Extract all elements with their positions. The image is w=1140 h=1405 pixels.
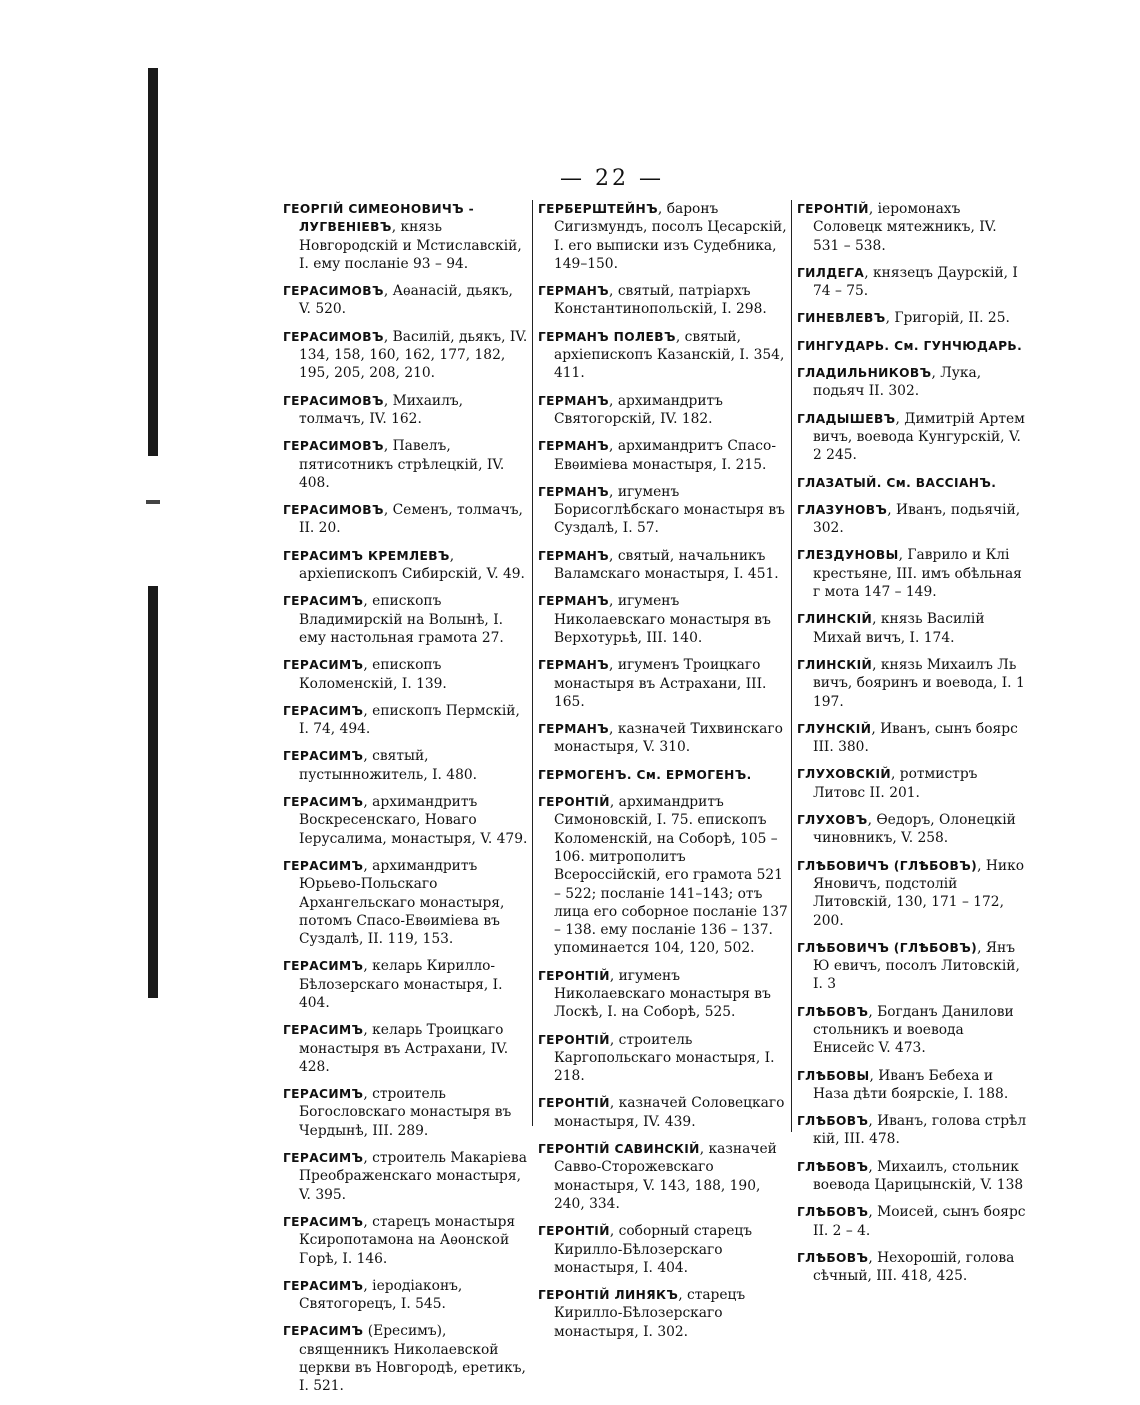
entry-headword: ГЛИНСКІЙ [797,612,873,627]
entry-headword: ГЕРАСИМОВЪ [283,393,384,408]
entry-details: , князь Василій Михай вичъ, I. 174. [813,611,985,646]
index-entry [538,328,788,383]
entry-headword: ГЕРАСИМЪ [283,1214,364,1229]
entry-details: , святый, начальникъ Валамскаго монастыря, I. 451. [554,547,779,583]
entry-details: , Богданъ Данилови стольникъ и воевода Енисейс V. 473. [813,1003,1014,1057]
index-entry [283,702,529,739]
entry-headword: ГЕРМАНЪ [538,594,610,609]
entry-details: , игуменъ Борисоглѣбскаго монастыря въ Суздалѣ, I. 57. [554,483,785,537]
entry-details: , келарь Кирилло-Бѣлозерскаго монастыря, I. 404. [299,958,503,1011]
index-entry [797,1003,1027,1058]
index-entry [797,720,1027,757]
entry-details: , Иванъ, подьячій, 302. [813,501,1021,537]
entry-details: , старецъ монастыря Ксиропотамона на Аѳонской Горѣ, I. 146. [299,1213,516,1267]
index-entry [283,957,529,1012]
entry-headword: ГЛИНСКІЙ [797,657,873,672]
entry-details: , Нехорошій, голова сѣчный, III. 418, 425. [813,1249,1015,1285]
entry-headword: ГЕРАСИМЪ [283,1324,364,1339]
entry-headword: ГЛАДИЛЬНИКОВЪ [797,366,932,381]
index-entry [797,410,1027,465]
entry-headword: ГЕРМАНЪ [538,484,610,499]
column-divider [532,200,533,1126]
entry-headword: ГЕРАСИМЪ [283,658,364,673]
entry-headword: ГЕРОНТІЙ ЛИНЯКЪ [538,1288,679,1303]
entry-details: , князецъ Даурскій, I 74 – 75. [813,264,1018,300]
entry-headword: ГЛѢБОВИЧЪ (ГЛѢБОВЪ) [797,940,978,955]
index-entry [283,282,529,319]
entry-headword: ГЕРАСИМЪ [283,749,364,764]
entry-details: , епископъ Коломенскій, I. 139. [299,657,447,692]
entry-details: , Иванъ Бебеха и Наза дѣти боярскіе, I. 188. [813,1067,1009,1102]
entry-headword: ГЕРМАНЪ [538,658,610,673]
index-entry [797,337,1027,355]
entry-details: , строитель Макаріева Преображенскаго монастыря, V. 395. [299,1150,527,1203]
entry-details: , игуменъ Троицкаго монастыря въ Астрахани, III. 165. [554,657,767,710]
index-entry [538,1286,788,1341]
entry-details: , Михаилъ, толмачъ, IV. 162. [299,392,464,427]
entry-details: , іеромонахъ Соловецк мятежникъ, IV. 531 – 538. [813,201,997,254]
entry-details: , Лука, подьяч II. 302. [813,365,982,400]
entry-details: , келарь Троицкаго монастыря въ Астрахани, IV. 428. [299,1022,509,1075]
entry-details: , казначей Соловецкаго монастыря, IV. 439. [554,1095,785,1130]
index-entry [283,793,529,848]
index-entry [283,1149,529,1204]
index-entry [538,547,788,584]
entry-details: , казначей Савво-Сторожевскаго монастыря, V. 143, 188, 190, 240, 334. [554,1141,777,1212]
entry-headword: ГЕРМАНЪ ПОЛЕВЪ [538,329,676,344]
entry-headword: ГЕРОНТІЙ [538,1224,610,1239]
entry-details: , Иванъ, голова стрѣл кій, III. 478. [813,1113,1027,1148]
entry-details: , Иванъ, сынъ боярс III. 380. [813,720,1018,756]
entry-headword: ГЕРОНТІЙ [797,202,869,216]
entry-details: , епископъ Пермскій, I. 74, 494. [299,702,520,738]
entry-headword: ГЕРМАНЪ [538,722,610,737]
entry-headword: ГЕРАСИМЪ [283,1278,364,1293]
index-entry [797,309,1027,327]
index-entry [283,1021,529,1076]
index-entry [797,501,1027,538]
entry-details: (Ересимъ), священникъ Николаевской церкви въ Новгородѣ, еретикъ, I. 521. [299,1323,526,1395]
entry-headword: ГЕРАСИМОВЪ [283,329,384,344]
entry-details: , казначей Тихвинскаго монастыря, V. 310. [554,721,783,756]
index-entry [283,592,529,647]
index-entry [283,392,529,429]
index-entry [283,547,529,584]
entry-headword: ГЕРОНТІЙ [538,1032,610,1047]
index-entry [538,1140,788,1213]
scan-margin-mark [146,500,160,504]
entry-details: , строитель Каргопольскаго монастыря, I. 218. [554,1031,775,1085]
entry-headword: ГЛАЗУНОВЪ [797,502,888,517]
entry-details: , іеродіаконъ, Святогорецъ, I. 545. [299,1277,463,1313]
index-entry [797,364,1027,401]
entry-details: , старецъ Кирилло-Бѣлозерскаго монастыря, I. 302. [554,1287,746,1340]
index-entry [797,200,1027,255]
index-entry [283,857,529,948]
entry-headword: ГЛѢБОВЪ [797,1159,869,1174]
index-entry [283,1277,529,1314]
entry-details: , Нико Яновичъ, подстолій Литовскій, 130, 171 – 172, 200. [813,857,1025,929]
entry-details: , архимандритъ Воскресенскаго, Новаго Іерусалима, монастыря, V. 479. [299,794,528,847]
entry-headword: ГЛѢБОВЪ [797,1114,869,1129]
index-column-2 [538,200,788,1350]
entry-details: , игуменъ Николаевскаго монастыря въ Верхотурьѣ, III. 140. [554,593,771,646]
index-entry [283,501,529,538]
entry-headword: ГИЛДЕГА [797,265,865,280]
index-entry [797,546,1027,601]
scan-margin-bar-bottom [148,586,158,998]
entry-details: , архимандритъ Святогорскій, IV. 182. [554,392,723,427]
index-entry [538,1031,788,1086]
entry-headword: ГЕРМАНЪ [538,284,610,299]
column-divider [791,200,792,1132]
entry-headword: ГЕРОНТІЙ САВИНСКІЙ [538,1142,700,1157]
entry-details: , Павелъ, пятисотникъ стрѣлецкій, IV. 408. [299,438,505,491]
entry-headword: ГЛѢБОВЪ [797,1250,869,1265]
entry-details: , князь Новгородскій и Мстиславскій, I. ему посланіе 93 – 94. [299,219,522,272]
index-entry [538,967,788,1022]
entry-headword: ГЕРМОГЕНЪ. См. ЕРМОГЕНЪ. [538,767,752,782]
entry-headword: ГЛАЗАТЫЙ. См. ВАССІАНЪ. [797,475,997,490]
entry-headword: ГЕРАСИМЪ [283,1151,364,1166]
entry-headword: ГИНЕВЛЕВЪ [797,311,886,326]
entry-headword: ГЛУХОВЪ [797,813,868,828]
index-entry [797,857,1027,930]
entry-details: , Григорій, II. 25. [885,310,1010,327]
entry-details: , Янъ Ю евичъ, посолъ Литовскій, I. 3 [813,939,1020,993]
entry-headword: ГЛѢБОВЪ [797,1205,869,1220]
entry-details: , Василій, дьякъ, IV. 134, 158, 160, 162, 177, 182, 195, 205, 208, 210. [299,328,528,382]
entry-headword: ГЕРАСИМЪ [283,703,364,718]
index-entry [283,1085,529,1140]
entry-headword: ГЕРАСИМЪ [283,959,364,974]
index-entry [538,392,788,429]
index-entry [797,1249,1027,1286]
index-entry [797,1203,1027,1240]
index-entry [538,483,788,538]
index-entry [538,1222,788,1277]
entry-headword: ГЕРАСИМЪ [283,1023,364,1038]
entry-details: , Гаврило и Клі крестьяне, III. имъ обѣльная г мота 147 – 149. [813,547,1022,601]
index-column-3 [797,200,1027,1295]
entry-details: , Аѳанасій, дьякъ, V. 520. [299,283,513,318]
entry-headword: ГЕРАСИМЪ [283,858,364,873]
entry-headword: ГЕРМАНЪ [538,393,610,408]
index-entry [797,1158,1027,1195]
index-entry [538,720,788,757]
index-entry [283,747,529,784]
entry-details: , баронъ Сигизмундъ, посолъ Цесарскій, I. его выписки изъ Судебника, 149–150. [554,201,787,272]
entry-headword: ГЛУНСКІЙ [797,721,872,736]
entry-headword: ГИНГУДАРЬ. См. ГУНЧЮДАРЬ. [797,338,1023,353]
index-entry [283,1322,529,1395]
index-entry [283,328,529,383]
entry-headword: ГЕРАСИМЪ [283,1087,364,1102]
index-entry [538,200,788,273]
page-number: — 22 — [560,166,664,191]
entry-headword: ГЕРАСИМЪ [283,795,364,810]
index-entry [538,592,788,647]
entry-details: , архимандритъ Спасо-Евѳиміева монастыря, I. 215. [554,438,776,473]
entry-details: , игуменъ Николаевскаго монастыря въ Лоскѣ, I. на Соборѣ, 525. [554,967,771,1021]
entry-headword: ГЕРБЕРШТЕЙНЪ [538,202,658,216]
entry-details: , архимандритъ Симоновскій, I. 75. епископъ Коломенскій, на Соборѣ, 105 – 106. митрополитъ Всероссійскій, его грамота 521 – 522; посланіе 141–143; отъ лица его соборное посланіе 137 – 138. ему посланіе 136 – 137. упоминается 104, 120, 502. [554,794,788,957]
entry-headword: ГЕРМАНЪ [538,548,610,563]
index-column-1 [283,200,529,1405]
index-entry [797,939,1027,994]
index-entry [538,656,788,711]
entry-headword: ГЕОРГІЙ СИМЕОНОВИЧЪ - ЛУГВЕНІЕВЪ [283,202,475,235]
entry-details: , Михаилъ, стольник воевода Царицынскій, V. 138 [813,1158,1024,1194]
entry-details: , епископъ Владимирскій на Волынѣ, I. ему настольная грамота 27. [299,593,504,646]
index-entry [797,765,1027,802]
entry-headword: ГЕРАСИМОВЪ [283,439,384,454]
index-entry [538,437,788,474]
entry-headword: ГЕРОНТІЙ [538,795,610,810]
index-entry [797,1067,1027,1104]
entry-headword: ГЛѢБОВЫ [797,1068,870,1083]
index-entry [538,766,788,784]
index-entry [538,282,788,319]
entry-headword: ГЕРАСИМОВЪ [283,284,384,299]
entry-headword: ГЕРАСИМОВЪ [283,503,384,518]
entry-headword: ГЕРОНТІЙ [538,968,610,983]
index-entry [797,1112,1027,1149]
entry-details: , Моисей, сынъ боярс II. 2 – 4. [813,1204,1026,1239]
entry-details: , святый, архіепископъ Казанскій, I. 354, 411. [554,328,785,382]
entry-headword: ГЛЕЗДУНОВЫ [797,548,899,563]
entry-headword: ГЕРМАНЪ [538,439,610,454]
entry-headword: ГЕРАСИМЪ [283,594,364,609]
entry-headword: ГЛУХОВСКІЙ [797,767,891,782]
entry-details: , Ѳедоръ, Олонецкій чиновникъ, V. 258. [813,812,1016,847]
index-entry [797,656,1027,711]
entry-details: , святый, патріархъ Константинопольскій, I. 298. [554,283,767,318]
entry-headword: ГЛѢБОВИЧЪ (ГЛѢБОВЪ) [797,858,978,873]
entry-details: , князь Михаилъ Ль вичъ, бояринъ и воевода, I. 1 197. [813,656,1025,710]
entry-details: , архіепископъ Сибирскій, V. 49. [299,547,525,583]
entry-details: , Семенъ, толмачъ, II. 20. [299,502,523,537]
entry-headword: ГЕРОНТІЙ [538,1096,610,1111]
index-entry [538,1094,788,1131]
entry-headword: ГЛѢБОВЪ [797,1004,869,1019]
scan-margin-bar-top [148,68,158,456]
index-entry [283,1213,529,1268]
entry-details: , святый, пустынножитель, I. 480. [299,748,478,783]
entry-details: , ротмистръ Литовс II. 201. [813,766,978,801]
index-entry [283,437,529,492]
index-entry [797,610,1027,647]
entry-headword: ГЕРАСИМЪ КРЕМЛЕВЪ [283,548,450,563]
entry-details: , строитель Богословскаго монастыря въ Чердынѣ, III. 289. [299,1086,512,1139]
index-entry [797,264,1027,301]
entry-headword: ГЛАДЫШЕВЪ [797,411,896,426]
index-entry [538,793,788,958]
entry-details: , соборный старецъ Кирилло-Бѣлозерскаго монастыря, I. 404. [554,1223,753,1276]
index-entry [283,656,529,693]
index-entry [797,811,1027,848]
index-entry [283,200,529,273]
entry-details: , архимандритъ Юрьево-Польскаго Архангельскаго монастыря, потомъ Спасо-Евѳиміева въ Суздалѣ, II. 119, 153. [299,857,505,948]
index-entry [797,474,1027,492]
entry-details: , Димитрій Артем вичъ, воевода Кунгурскій, V. 2 245. [813,410,1025,464]
